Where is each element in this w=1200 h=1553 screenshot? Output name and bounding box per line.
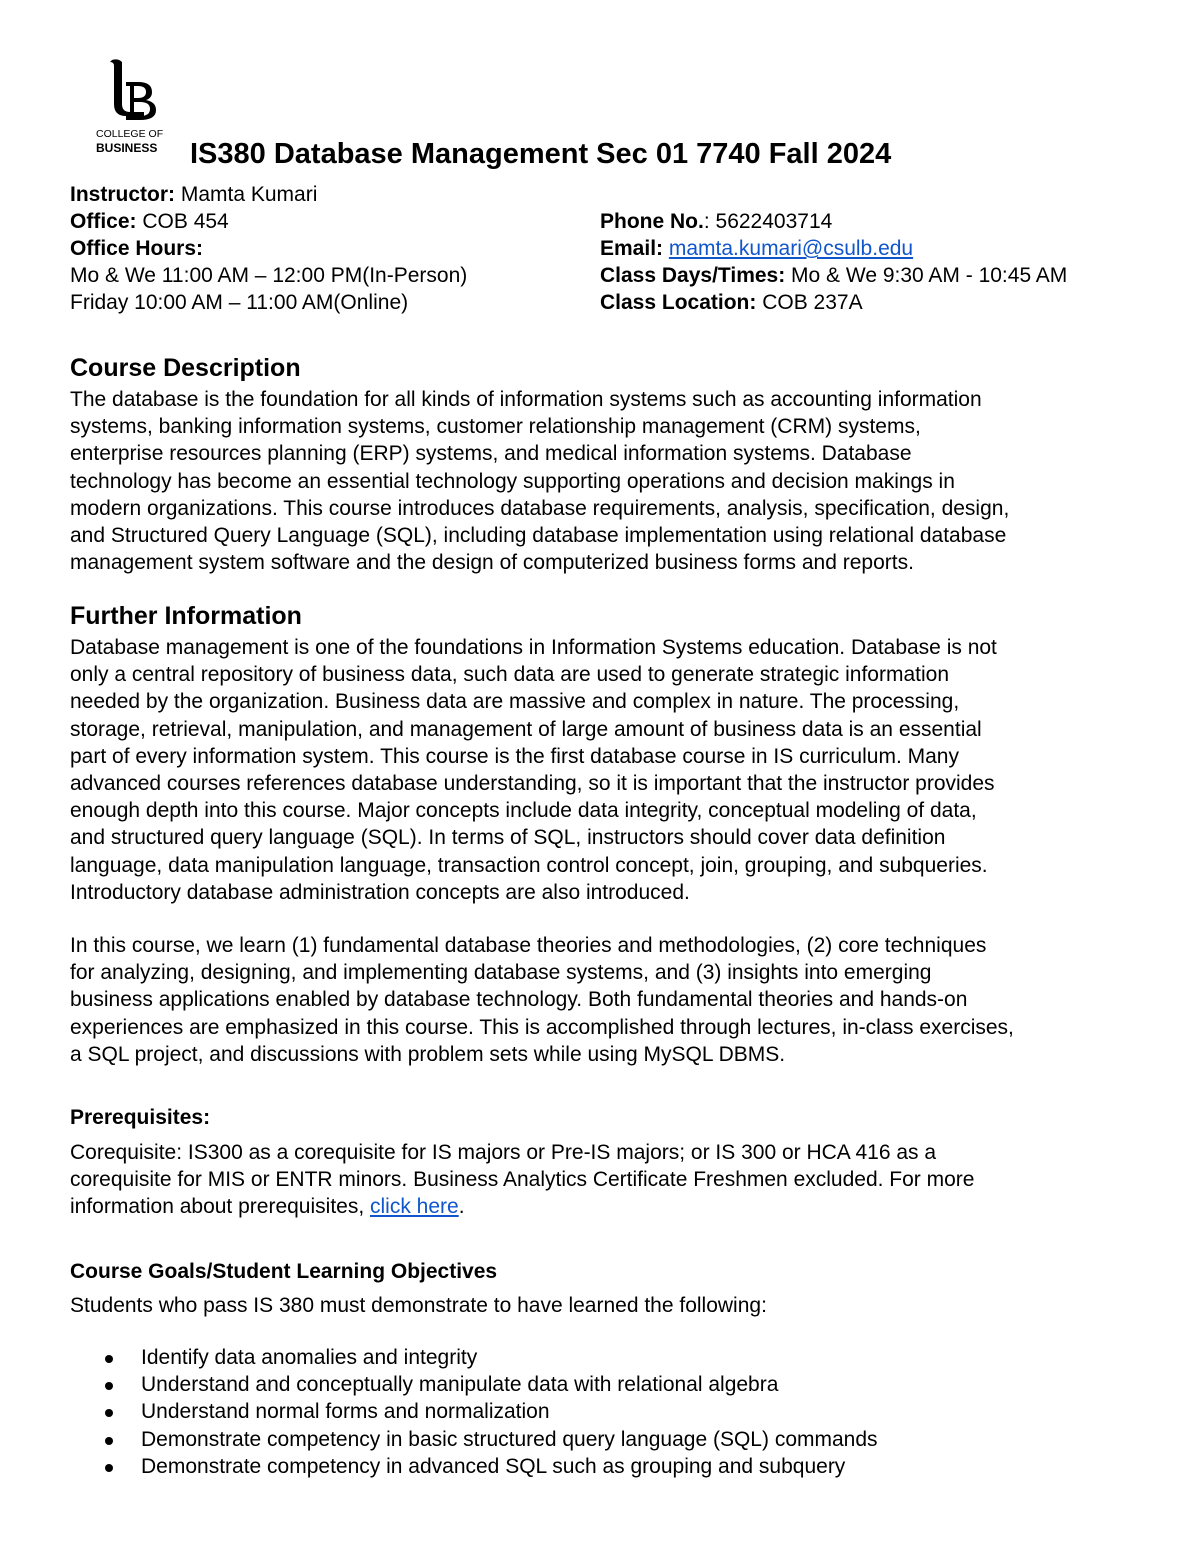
- prerequisites-text: [70, 1139, 1140, 1221]
- lb-logo-icon: [104, 56, 162, 122]
- click-here-link[interactable]: click here: [370, 1195, 459, 1219]
- class-days-line: [600, 262, 1067, 289]
- further-info-line: storage, retrieval, manipulation, and management of large amount of business data is an essential: [70, 717, 982, 741]
- office-hours-1: Mo & We 11:00 AM – 12:00 PM(In-Person): [70, 264, 468, 287]
- course-description-line: and Structured Query Language (SQL), including database implementation using relational database: [70, 524, 1007, 548]
- list-item: [70, 1344, 878, 1371]
- list-item: [70, 1426, 878, 1453]
- list-item-text: Understand and conceptually manipulate data with relational algebra: [141, 1373, 779, 1397]
- phone-value: : 5622403714: [703, 210, 833, 233]
- list-item: [70, 1398, 878, 1425]
- bullet-icon: [105, 1464, 113, 1472]
- course-description-line: technology has become an essential technology supporting operations and decision makings in: [70, 469, 955, 493]
- course-description-line: management system software and the design of computerized business forms and reports.: [70, 551, 914, 575]
- instructor-line: [70, 181, 317, 208]
- class-location-value: COB 237A: [756, 291, 863, 314]
- list-item-text: Demonstrate competency in basic structured query language (SQL) commands: [141, 1427, 878, 1451]
- course-goals-intro: [70, 1292, 1140, 1319]
- class-location-label: Class Location:: [600, 291, 757, 314]
- further-info-line: In this course, we learn (1) fundamental database theories and methodologies, (2) core techniques: [70, 934, 987, 957]
- office-hours-2: Friday 10:00 AM – 11:00 AM(Online): [70, 291, 409, 314]
- course-goals-intro-text: Students who pass IS 380 must demonstrate to have learned the following:: [70, 1294, 767, 1317]
- phone-line: [600, 208, 832, 235]
- list-item: [70, 1453, 878, 1480]
- email-label: Email:: [600, 237, 664, 260]
- office-value: COB 454: [136, 210, 229, 233]
- list-item: [70, 1371, 878, 1398]
- further-info-line: a SQL project, and discussions with problem sets while using MySQL DBMS.: [70, 1042, 786, 1066]
- further-info-line: enough depth into this course. Major concepts include data integrity, conceptual modeling of data,: [70, 799, 977, 823]
- logo-text-business: BUSINESS: [96, 141, 158, 155]
- bullet-icon: [105, 1437, 113, 1445]
- further-info-line: for analyzing, designing, and implementing database systems, and (3) insights into emerging: [70, 961, 932, 985]
- phone-label: Phone No.: [600, 210, 704, 233]
- course-description-line: The database is the foundation for all kinds of information systems such as accounting information: [70, 388, 982, 411]
- further-information-para-1: [70, 634, 1140, 906]
- bullet-icon: [105, 1409, 113, 1417]
- further-info-line: only a central repository of business data, such data are used to generate strategic information: [70, 663, 950, 687]
- page-title: IS380 Database Management Sec 01 7740 Fall 2024: [190, 138, 892, 170]
- office-line: [70, 208, 229, 235]
- prerequisites-line-3: [70, 1193, 1140, 1220]
- course-description-heading: Course Description: [70, 354, 301, 382]
- list-item-text: Demonstrate competency in advanced SQL such as grouping and subquery: [141, 1454, 846, 1478]
- instructor-label: Instructor:: [70, 183, 175, 206]
- class-days-label: Class Days/Times:: [600, 264, 786, 287]
- college-logo: [92, 56, 172, 160]
- email-link[interactable]: mamta.kumari@csulb.edu: [668, 237, 914, 260]
- bullet-icon: [105, 1355, 113, 1363]
- instructor-value: Mamta Kumari: [175, 183, 318, 206]
- list-item-text: Understand normal forms and normalization: [141, 1400, 550, 1424]
- bullet-icon: [105, 1382, 113, 1390]
- further-info-line: Introductory database administration concepts are also introduced.: [70, 880, 690, 904]
- course-description-line: enterprise resources planning (ERP) systems, and medical information systems. Database: [70, 442, 912, 466]
- further-info-line: needed by the organization. Business data are massive and complex in nature. The processing,: [70, 690, 960, 714]
- prerequisites-line: corequisite for MIS or ENTR minors. Business Analytics Certificate Freshmen excluded. For more: [70, 1168, 975, 1192]
- email-line: [600, 235, 913, 262]
- further-info-line: experiences are emphasized in this course. This is accomplished through lectures, in-class exercises,: [70, 1015, 1014, 1039]
- further-information-para-2: [70, 932, 1140, 1068]
- further-info-line: Database management is one of the foundations in Information Systems education. Database is not: [70, 636, 997, 659]
- prerequisites-text-suffix: .: [458, 1195, 465, 1219]
- prerequisites-heading: Prerequisites:: [70, 1106, 211, 1129]
- office-hours-label: Office Hours:: [70, 237, 204, 260]
- further-info-line: part of every information system. This course is the first database course in IS curriculum. Many: [70, 744, 959, 768]
- course-description-text: [70, 386, 1140, 576]
- course-description-line: modern organizations. This course introduces database requirements, analysis, specification, design,: [70, 496, 1010, 520]
- class-days-value: Mo & We 9:30 AM - 10:45 AM: [785, 264, 1068, 287]
- logo-text-college: COLLEGE OF: [96, 128, 164, 140]
- course-goals-heading: Course Goals/Student Learning Objectives: [70, 1260, 498, 1283]
- class-location-line: [600, 289, 863, 316]
- further-info-line: business applications enabled by database technology. Both fundamental theories and hands-on: [70, 988, 968, 1012]
- prerequisites-line: Corequisite: IS300 as a corequisite for IS majors or Pre-IS majors; or IS 300 or HCA 416 as a: [70, 1141, 937, 1164]
- further-info-line: advanced courses references database understanding, so it is important that the instructor provides: [70, 772, 995, 796]
- objectives-list: [70, 1344, 878, 1480]
- course-description-line: systems, banking information systems, customer relationship management (CRM) systems,: [70, 415, 921, 439]
- further-info-line: language, data manipulation language, transaction control concept, join, grouping, and subqueries.: [70, 853, 988, 877]
- office-label: Office:: [70, 210, 137, 233]
- prerequisites-text-prefix: information about prerequisites,: [70, 1195, 370, 1219]
- further-information-heading: Further Information: [70, 602, 302, 630]
- further-info-line: and structured query language (SQL). In terms of SQL, instructors should cover data definition: [70, 826, 946, 850]
- list-item-text: Identify data anomalies and integrity: [141, 1346, 478, 1369]
